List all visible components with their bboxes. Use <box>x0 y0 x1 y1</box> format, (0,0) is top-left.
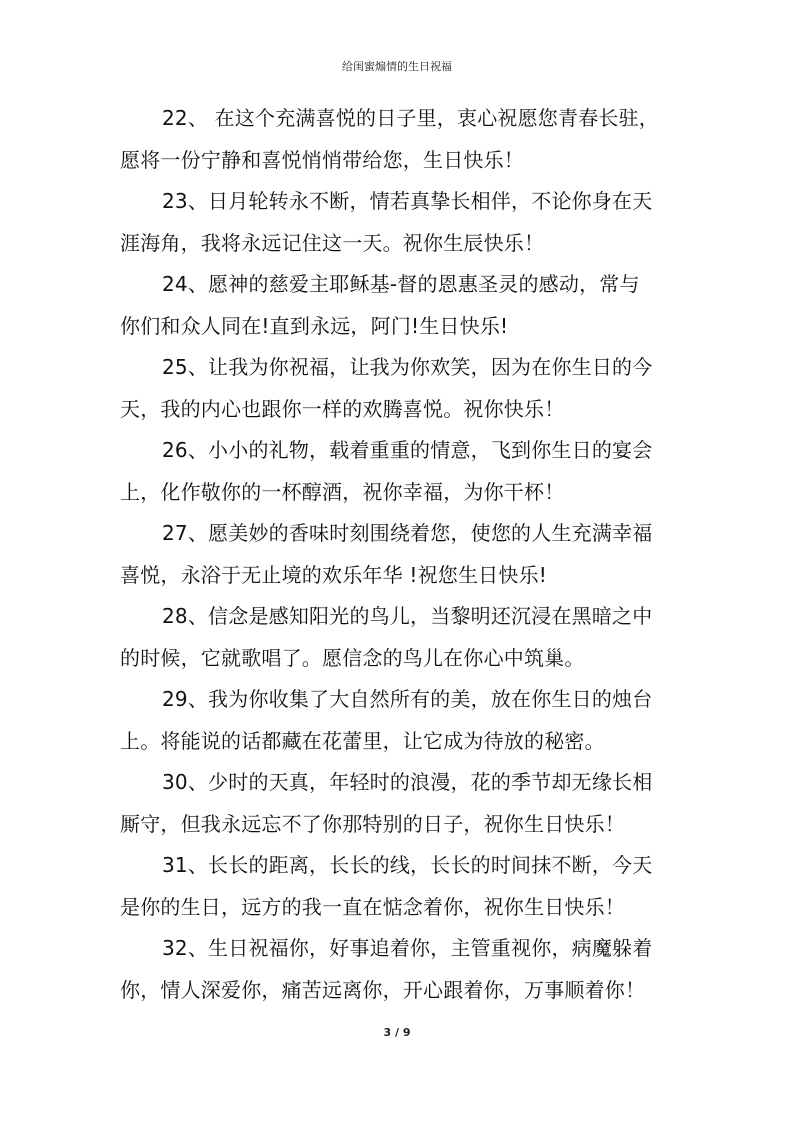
paragraph-23 <box>120 181 680 264</box>
paragraph-31 <box>120 845 680 928</box>
page-number: 3 / 9 <box>383 1026 411 1039</box>
paragraph-24 <box>120 264 680 347</box>
paragraph-line: 的时候，它就歌唱了。愿信念的鸟儿在你心中筑巢。 <box>120 645 585 670</box>
paragraph-line: 27、愿美妙的香味时刻围绕着您，使您的人生充满幸福 <box>162 521 653 545</box>
paragraph-27 <box>120 513 680 596</box>
paragraph-line: 上，化作敬你的一杯醇酒，祝你幸福，为你干杯！ <box>120 479 565 504</box>
paragraph-line: 32、生日祝福你，好事追着你，主管重视你，病魔躲着 <box>162 936 653 960</box>
paragraph-line: 喜悦，永浴于无止境的欢乐年华 !祝您生日快乐! <box>120 562 547 587</box>
document-body <box>120 98 680 1011</box>
paragraph-line: 29、我为你收集了大自然所有的美，放在你生日的烛台 <box>162 687 653 711</box>
paragraph-line: 28、信念是感知阳光的鸟儿，当黎明还沉浸在黑暗之中 <box>162 604 653 628</box>
paragraph-line: 25、让我为你祝福，让我为你欢笑，因为在你生日的今 <box>162 355 653 379</box>
paragraph-line: 厮守，但我永远忘不了你那特别的日子，祝你生日快乐！ <box>120 811 625 836</box>
paragraph-line: 22、 在这个充满喜悦的日子里，衷心祝愿您青春长驻， <box>162 106 660 130</box>
paragraph-line: 是你的生日，远方的我一直在惦念着你，祝你生日快乐！ <box>120 894 625 919</box>
paragraph-30 <box>120 762 680 845</box>
paragraph-25 <box>120 347 680 430</box>
paragraph-line: 涯海角，我将永远记住这一天。祝你生辰快乐！ <box>120 230 545 255</box>
paragraph-line: 天，我的内心也跟你一样的欢腾喜悦。祝你快乐！ <box>120 396 565 421</box>
paragraph-29 <box>120 679 680 762</box>
paragraph-line: 你们和众人同在!直到永远，阿门!生日快乐! <box>120 313 509 338</box>
paragraph-line: 31、长长的距离，长长的线，长长的时间抹不断，今天 <box>162 853 653 877</box>
paragraph-line: 你，情人深爱你，痛苦远离你，开心跟着你，万事顺着你！ <box>120 977 646 1002</box>
paragraph-line: 30、少时的天真，年轻时的浪漫，花的季节却无缘长相 <box>162 770 653 794</box>
paragraph-32 <box>120 928 680 1011</box>
paragraph-22 <box>120 98 680 181</box>
paragraph-line: 24、愿神的慈爱主耶稣基-督的恩惠圣灵的感动，常与 <box>162 272 640 296</box>
paragraph-line: 26、小小的礼物，载着重重的情意，飞到你生日的宴会 <box>162 438 653 462</box>
paragraph-28 <box>120 596 680 679</box>
paragraph-line: 23、日月轮转永不断，情若真挚长相伴，不论你身在天 <box>162 189 653 213</box>
page-header-title: 给闺蜜煽情的生日祝福 <box>342 60 452 73</box>
paragraph-line: 愿将一份宁静和喜悦悄悄带给您，生日快乐！ <box>120 147 524 172</box>
paragraph-26 <box>120 430 680 513</box>
paragraph-line: 上。将能说的话都藏在花蕾里，让它成为待放的秘密。 <box>120 728 605 753</box>
